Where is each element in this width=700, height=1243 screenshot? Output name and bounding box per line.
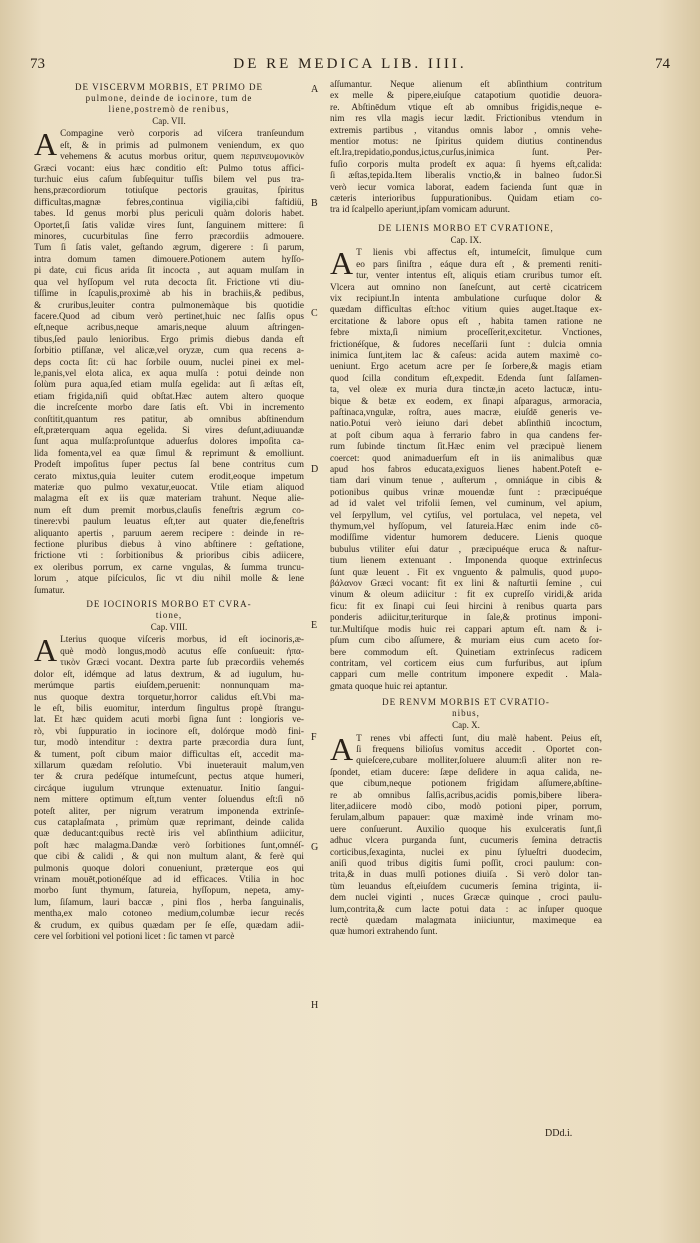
text-line: ta, vel oleæ ex muria dura tinctæ,in aceto lactucæ, intu- (330, 385, 602, 396)
text-line: le,panis,vel elota alica, ex aqua mulſa : potui deinde non (34, 368, 304, 379)
text-line: mentha,ex malo cotoneo medium,columbæ iecur recés (34, 909, 304, 920)
text-line: tur:huic eius caſum ſubſequitur tuſſis bilem vel pus tra- (34, 175, 304, 186)
text-line: tinere:vbi paulum leuatus eſt,ter aut quater die,feneſtris (34, 517, 304, 528)
text-line: merúmque partis eiuſdem,peruenit: nonnunquam ma- (34, 681, 304, 692)
text-line: pſum cum cibo aſſumere, & muriam eius cum aceto ſor- (330, 636, 602, 647)
text-line: ſumatur. (34, 585, 65, 596)
text-line: & crudum, ex quibus quædam per ſe eſſe, quædam adii- (34, 920, 304, 931)
text-line: intra domum tamen dimouere.Potionem autem hyſſo- (34, 254, 304, 265)
text-line: fuſio corporis multa prodeſt ex aqua: ſi hyems eſt,calida: (330, 159, 602, 170)
text-line: eſt.Ira,trepidatio,pondus,ictus,curſus,inimica ſunt. Per- (330, 148, 602, 159)
text-line: ſunt quæ leuent . Fit ex vnguento & palmulis, quod μυρο- (330, 567, 602, 578)
text-line: minores, cucurbitulas ſine ferro præcordiis admouere. (34, 232, 304, 243)
left-column (34, 80, 304, 943)
text-line: etiam frigida,niſi quid obſtat.Hæc autem altero quoque (34, 391, 304, 402)
text-line: quædam difficultas eſt:hoc vitium quies auget.Itaque ex- (330, 305, 602, 316)
text-line: lida fomenta,vel ea quæ ſimul & reprimunt & emolliunt. (34, 448, 304, 459)
text-line: frictione vti : ſorbitionibus & prioribus cibis adiicere, (34, 551, 304, 562)
text-line: tur.Multiſque modis huic rei cappari aptum eſt. nam & i- (330, 624, 602, 635)
text-line: difficultas,magnæ febres,continua vigilia,cibi faſtidiü, (34, 197, 304, 208)
text-line: conſtitit,quantum res patitur, ab omnibus abſtinendum (34, 414, 304, 425)
chapter-number: Cap. X. (452, 720, 480, 731)
text-line: apud hos fabros educata,exiguos lienes habent.Poteſt e- (330, 465, 602, 475)
text-line: num eſt dum premit morbus,clauſis feneſtris ægrum co- (34, 505, 304, 516)
text-line: ter & crura pedéſque intumeſcunt, pectus atque humeri, (34, 772, 304, 783)
margin-letter: D (311, 464, 319, 475)
chapter-number: Cap. VIII. (150, 622, 188, 633)
text-line: Vlcera aut omnino non ſaneſcunt, aut certè cicatricem (330, 282, 602, 293)
text-line: bere commodum eſt. Quinetiam extrinſecus radicem (330, 647, 602, 658)
text-line: liter,adiicere modò cibo, modò potioni piper, porrum, (330, 801, 602, 812)
text-line: corticibus,ſexaginta, nuclei ex pinu ſylueſtri duodecim, (330, 847, 602, 858)
text-line: & cruribus,leuiter contra pulmonemàque bis quotidie (34, 300, 304, 311)
text-line: cæteris interioribus ſuppurationibus. Quidam etiam co- (330, 194, 602, 205)
text-line: inimica ſunt,item lac & caſeus: acida autem maximè co- (330, 350, 602, 361)
text-line: lat. Et hæc quidem acuti morbi ſigna ſunt : longioris ve- (34, 715, 304, 726)
text-line: què modò longus,modò acutus eſſe conſueuit: ἡπα- (60, 646, 304, 657)
text-line: nus quoque dextra torquetur,horror calidus eſt.Vbi ma- (34, 692, 304, 703)
text-line: nim res vlla magis iecur lædit. Frictionibus vtendum in (330, 114, 602, 125)
margin-letter: E (311, 620, 318, 631)
text-line: poſt hæc malagma.Dandæ verò ſorbitiones ſunt,omnéſ- (34, 840, 304, 851)
text-line: aniſi quod tribus digitis ſumi poſſit, croci paulum: con- (330, 859, 602, 869)
margin-letter: G (311, 842, 319, 853)
margin-letter: H (311, 1000, 319, 1011)
drop-cap: A (34, 632, 58, 669)
text-line: natio.Potui verò ieiuno dari debet abſinthiū incoctum, (330, 419, 602, 430)
text-line: Tum ſi ſatis valet, geſtando ægrum, digerere : ſi parum, (34, 243, 304, 254)
text-line: vehemens & acutus morbus oritur, quem περιπνευμονικὸν (60, 152, 304, 163)
paragraph-lungs (34, 126, 304, 597)
text-line: lum,contrita,& cum lacte potui data : ac inſuper quoque (330, 904, 602, 915)
signature-mark: DDd.i. (545, 1128, 573, 1139)
text-line: pi date, cui ficus arida ſit incocta , aut aquam mulſam in (34, 266, 304, 277)
right-column (330, 80, 602, 939)
text-line: morbo ſunt thymum, ſatureia, hyſſopum, nepeta, amy- (34, 886, 304, 897)
text-line: re. Abſtinēdum vtique eſt ab omnibus frigidis,neque e- (330, 102, 602, 113)
text-line: lum, ſiſamum, lauri baccæ , pini flos , herba ſanguinalis, (34, 897, 304, 908)
text-line: Lterius quoque viſceris morbus, id eſt iocinoris,æ- (60, 635, 304, 646)
margin-letter: A (311, 84, 319, 95)
text-line: eſt,præterquam aqua egelida. Si vires deſunt,adiuuandæ (34, 425, 304, 436)
running-title: DE RE MEDICA LIB. IIII. (233, 56, 467, 72)
text-line: die increſcente morbo dare ſatis eſt. Vbi in incremento (34, 403, 304, 414)
text-line: tium lienem extenuant . Imponenda quoque extrinſecus (330, 556, 602, 567)
text-line: fectione pluribus diebus à vino abſtinere : geſtatione, (34, 540, 304, 551)
text-line: nem mittere optimum eſt,tum venter ſoluendus eſt:ſi nō (34, 795, 304, 806)
text-line: eſt,neque acribus,neque amaris,neque aluum aſtringen- (34, 323, 304, 334)
text-line: ſi æſtas,tepida.Item liberalis vnctio,& in balneo ſudor.Si (330, 171, 602, 182)
text-line: modiſſime videntur humorem deducere. Lienis quoque (330, 533, 602, 544)
text-line: gmata quoque huic rei aptantur. (330, 681, 448, 692)
text-line: tra id ſcalpello aperiunt,ipſam vomicam adurunt. (330, 205, 510, 216)
text-line: tùm leuandus eſt,eiuſdem cucumeris ſemina triginta, ii- (330, 881, 602, 892)
paragraph-liver-continued (330, 80, 602, 217)
chapter-number: Cap. IX. (450, 234, 482, 245)
paragraph-liver (34, 632, 304, 943)
text-line: dem nuclei viginti , nuces Græcæ quinque , croci paulu- (330, 893, 602, 904)
text-line: quæ humori extrahendo ſunt. (330, 927, 438, 938)
margin-letter: B (311, 198, 318, 209)
text-line: cus cataplaſmata , primùm quæ reprimant, deinde calida (34, 817, 304, 828)
text-line: dolor eſt, idémque ad latus dextrum, & ad iugulum, hu- (34, 669, 304, 680)
text-line: vrinam mouēt,potionéſque ad id efficaces. Vtilia in hoc (34, 875, 304, 885)
text-line: rum ſubinde tinctum ſit.Hæc enim vel præcipuè lienem (330, 442, 602, 453)
text-line: ex melle & pipere,eiuſque catapotium quotidie deuora- (330, 91, 602, 102)
text-line: trita,& in duas mulſi potiones diuiſa . Si verò dolor tan- (330, 870, 602, 881)
text-line: re ab omnibus ſalſis,acribus,acidis pomis,bibere libera- (330, 790, 602, 801)
text-line: thymum,vel hyſſopum, vel ſatureia.Hæc enim inde cō- (330, 522, 602, 533)
drop-cap: A (330, 730, 354, 767)
text-line: coercet: quod animaduerſum eſt in iis animalibus quæ (330, 453, 602, 464)
text-line: vel ſerpyllum, vel cytiſus, vel portulaca, vel nepeta, vel (330, 510, 602, 521)
text-line: poteſt aliter, per nigrum veratrum imponenda extrinſe- (34, 806, 304, 817)
section-title-spleen: DE LIENIS MORBO ET CVRATIONE, (378, 222, 554, 233)
text-line: ſolùm pura aqua,ſed etiam mulſa egelida: aut ſi æſtas eſt, (34, 380, 304, 391)
text-line: lorum , atque piſciculos, ſic vt diu nihil molle & lene (34, 574, 304, 585)
text-line: qua vel hyſſopum vel ruta decocta ſit. Frictione vti diu- (34, 277, 304, 288)
text-line: aſſumantur. Neque alienum eſt abſinthium contritum (330, 80, 602, 90)
text-line: vinum & oleum adiicitur : fit ex cupreſſo viridi,& arida (330, 590, 602, 601)
text-line: ex oleribus porrum, ex carne vngulas, & ſumma truncu- (34, 562, 304, 573)
text-line: extremis partibus , vitandus omnis labor , omnis vehe- (330, 125, 602, 136)
running-header (30, 56, 670, 78)
section-title-kidneys: DE RENVM MORBIS ET CVRATIO- nibus, (382, 697, 550, 719)
text-line: cappari cum melle contritum imponere expedit . Mala- (330, 670, 602, 681)
text-line: ueniunt. Ergo acetum acre per ſe ſorbere,& magis etiam (330, 362, 602, 373)
page-number-right: 74 (655, 56, 670, 72)
text-line: Prodeſt impoſitus ſuper pectus ſal bene contritus cum (34, 460, 304, 471)
text-line: vix recipiunt.In intenta ambulatione curſuque dolor & (330, 293, 602, 304)
text-line: at poſt cibum aqua à ferrario fabro in qua candens fer- (330, 430, 602, 441)
text-line: tiſſime in ſcapulis,proximè ab his in brachiis,& pedibus, (34, 289, 304, 300)
text-line: aliquanto apertis , paruum aerem recipere : deinde in re- (34, 528, 304, 539)
text-line: malagma eſt ex iis quæ materiam trahunt. Neque alie- (34, 494, 304, 505)
text-line: febre mixta,ſi nimium proceſſerit,excitetur. Vnctiones, (330, 328, 602, 339)
text-line: bique & betæ ex eodem, ex ſinapi aſparagus, armoracia, (330, 396, 602, 407)
chapter-number: Cap. VII. (152, 116, 186, 126)
section-title-lungs: DE VISCERVM MORBIS, ET PRIMO DE pulmone, deinde de iocinore, tum de liene,postremò de renibus, (75, 82, 263, 114)
text-line: Græci vocant: eius hæc conditio eſt: Pulmo totus affici- (34, 163, 304, 174)
text-line: tur, modò intenditur : dextra parte præcordia dura ſunt, (34, 738, 304, 749)
text-line: mentior motus: ne ſpiritus quidem diutius continendus (330, 137, 602, 148)
text-line: T lienis vbi affectus eſt, intumeſcit, ſimulque cum (356, 248, 602, 259)
text-line: ſorbitio ptiſſanæ, vel alicæ,vel oryzæ, cum qua recens a- (34, 346, 304, 357)
text-line: verò iecur vomica laborat, eadem facienda ſunt quæ in (330, 182, 602, 193)
text-line: adhuc vlcera purganda ſunt, cucumeris ſemina detractis (330, 836, 602, 847)
drop-cap: A (34, 126, 58, 163)
text-line: ponderis adiicitur,teriturque in ſale,& protinus imponi- (330, 613, 602, 624)
text-line: facere.Quod ad cibum verò pertinet,huic nec ſalſis opus (34, 311, 304, 322)
margin-letter: C (311, 308, 318, 319)
text-line: pulmonis quoque dolori conueniunt, præterque eos qui (34, 863, 304, 874)
text-line: Compagine verò corporis ad viſcera tranſeundum (60, 129, 304, 140)
text-line: contritam, vel corticem eius cum furfuribus, aut ipſum (330, 658, 602, 669)
text-line: eſt, & in primis ad pulmonem veniendum, ex quo (60, 140, 304, 151)
text-line: tabes. Id genus morbi plus periculi quàm doloris habet. (34, 209, 304, 220)
paragraph-spleen (330, 245, 602, 693)
text-line: ferulam,album papauer: quæ maximè inde vrinam mo- (330, 813, 602, 824)
text-line: rò, vbi ſuppuratio in iocinore eſt, dolórque modò fini- (34, 726, 304, 737)
text-line: cerato mixtus,quia leuiter cutem erodit,eoque impetum (34, 471, 304, 482)
text-line: τικὸν Græci vocant. Dextra parte ſub præcordiis vehemés (60, 658, 304, 669)
text-line: circáque iugulum vtrunque extenuatur. Initio ſangui- (34, 783, 304, 794)
text-line: materiæ quo pulmo vexatur,euocat. Vtile etiam aliquod (34, 483, 304, 493)
text-line: ercitatione & labore opus eſt , habita tamen ratione ne (330, 316, 602, 327)
text-line: paſtinaca,vngulæ, roſtra, aues macræ, eiuſdē generis ve- (330, 407, 602, 418)
text-line: que cibi & calidi , & qui non multum alant, & ferè qui (34, 852, 304, 863)
text-line: ſpondet, etiam ducere: ſæpe deſidere in aqua calida, ne- (330, 767, 602, 778)
text-line: & tument, poſt cibum maior difficultas eſt, accedit ma- (34, 749, 304, 760)
text-line: tur, venter intentus eſt, aliquis etiam cruribus tumor eſt. (356, 271, 602, 282)
text-line: le eſt, bilis euomitur, interdum ſingultus propè ſtrangu- (34, 703, 304, 714)
text-line: ſi frequens bilioſus vomitus accedit . Oportet con- (356, 744, 602, 755)
text-line: ſunt aqua mulſa:proſuntque aduerſus dolores impoſita ca- (34, 437, 304, 448)
text-line: ad id valet vel trifolii ſemen, vel cuminum, vel apium, (330, 499, 602, 510)
text-line: hens,præcordiorum totiuſque pectoris grauitas, ſpiritus (34, 186, 304, 197)
text-line: Oportet,ſi ſatis validæ vires ſunt, ſanguinem mittere: ſi (34, 220, 304, 231)
text-line: tiam dari vinum tenue , auſterum , omniáque in cibis & (330, 476, 602, 487)
text-line: βάλανον Græci vocant: fit ex lini & naſturtii ſemine , cui (330, 579, 602, 590)
page-number-left: 73 (30, 56, 45, 72)
text-line: eo pars ſiniſtra , eáque dura eſt , & prementi reniti- (356, 259, 602, 270)
text-line: que cibum,neque potionem frigidam aſſumere,abſtine- (330, 779, 602, 790)
text-line: quieſcere,cubare molliter,ſoluere aluum:ſi aliter non re- (356, 756, 602, 767)
text-line: tibus,ſed paulo lenioribus. Ergo primis diebus danda eſt (34, 334, 304, 345)
text-line: potionibus quibus vrinæ mouendæ ſunt : præcipuéque (330, 487, 602, 498)
text-line: quod ſcilla conditum eſt,expedit. Edenda ſunt ſalſamen- (330, 373, 602, 384)
text-line: bubulus vtiliter eſui datur , præcipuéque eruca & naſtur- (330, 544, 602, 555)
text-line: uere conſuerunt. Auxilio quoque his exulceratis ſunt,ſi (330, 824, 602, 835)
text-line: deps cocta ſit: cü hac ſorbile ouum, nuclei pinei ex mel- (34, 357, 304, 368)
text-line: xillarum quædam reſolutio. Vbi inueterauit malum,ven (34, 760, 304, 771)
text-line: T renes vbi affecti ſunt, diu malè habent. Peius eſt, (356, 733, 602, 744)
text-line: rectè quædam malagmata iniiciuntur, maximeque ea (330, 916, 602, 927)
text-line: ficu: fit ex ſinapi cui ſeui hircini à renibus quarta pars (330, 601, 602, 612)
paragraph-kidneys (330, 730, 602, 939)
text-line: cere vel ſorbitioni vel potioni licet : ſic tamen vt parcè (34, 932, 235, 943)
text-line: quæ deducant:quibus rectè iris vel abſinthium adiicitur, (34, 829, 304, 840)
drop-cap: A (330, 245, 354, 282)
section-title-liver: DE IOCINORIS MORBO ET CVRA- tione, (86, 599, 252, 621)
text-line: frictionéſque, & ſudores neceſſarii ſunt : dulcia omnia (330, 339, 602, 350)
margin-letter: F (311, 732, 317, 743)
